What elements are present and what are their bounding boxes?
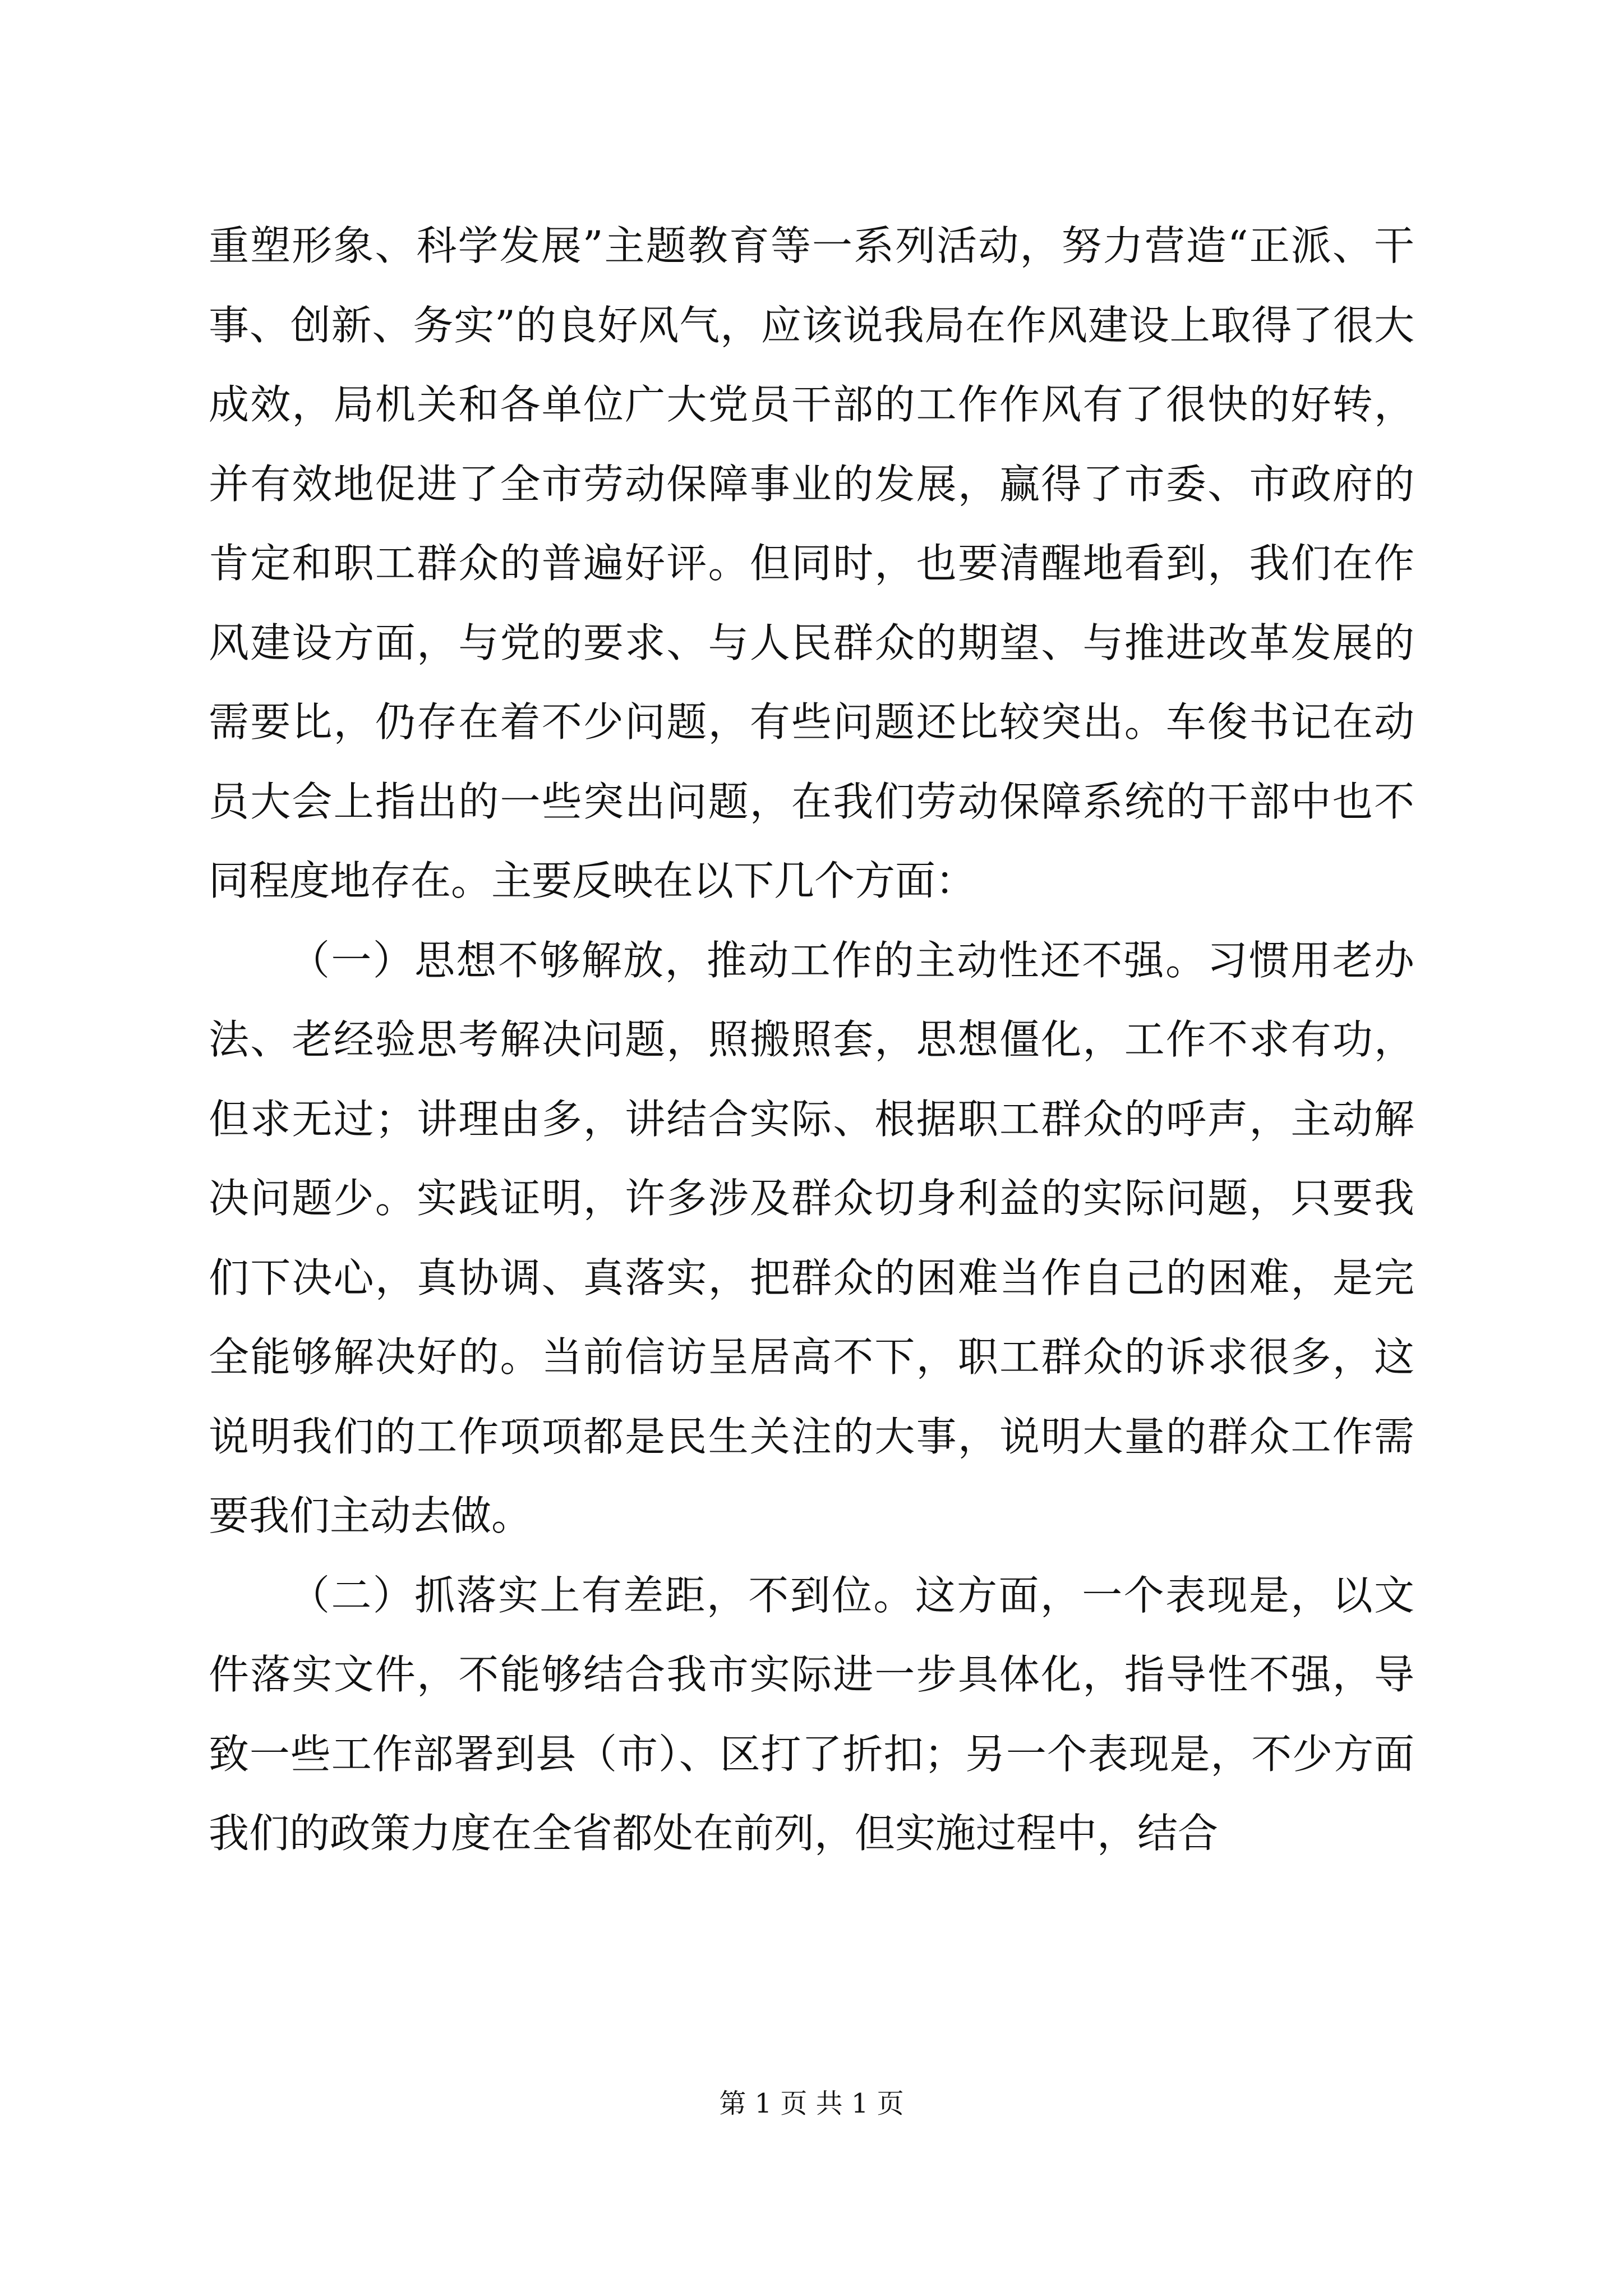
paragraph-1: 重塑形象、科学发展”主题教育等一系列活动，努力营造“正派、干事、创新、务实”的良好风气，应该说我局在作风建设上取得了很大成效，局机关和各单位广大党员干部的工作作风有了很快的好转，并有效地促进了全市劳动保障事业的发展，赢得了市委、市政府的肯定和职工群众的普遍好评。但同时，也要清醒地看到，我们在作风建设方面，与党的要求、与人民群众的期望、与推进改革发展的需要比，仍存在着不少问题，有些问题还比较突出。车俊书记在动员大会上指出的一些突出问题，在我们劳动保障系统的干部中也不同程度地存在。主要反映在以下几个方面：	[209, 222, 1414, 904]
paragraph-3: （二）抓落实上有差距，不到位。这方面，一个表现是，以文件落实文件，不能够结合我市实际进一步具体化，指导性不强，导致一些工作部署到县（市）、区打了折扣；另一个表现是，不少方面我们的政策力度在全省都处在前列，但实施过程中，结合	[209, 1571, 1414, 1857]
paragraph-2: （一）思想不够解放，推动工作的主动性还不强。习惯用老办法、老经验思考解决问题，照搬照套，思想僵化，工作不求有功，但求无过；讲理由多，讲结合实际、根据职工群众的呼声，主动解决问题少。实践证明，许多涉及群众切身利益的实际问题，只要我们下决心，真协调、真落实，把群众的困难当作自己的困难，是完全能够解决好的。当前信访呈居高不下，职工群众的诉求很多，这说明我们的工作项项都是民生关注的大事，说明大量的群众工作需要我们主动去做。	[209, 936, 1414, 1539]
document-body	[209, 206, 1414, 1874]
page-footer: 第 1 页 共 1 页	[719, 2088, 904, 2119]
